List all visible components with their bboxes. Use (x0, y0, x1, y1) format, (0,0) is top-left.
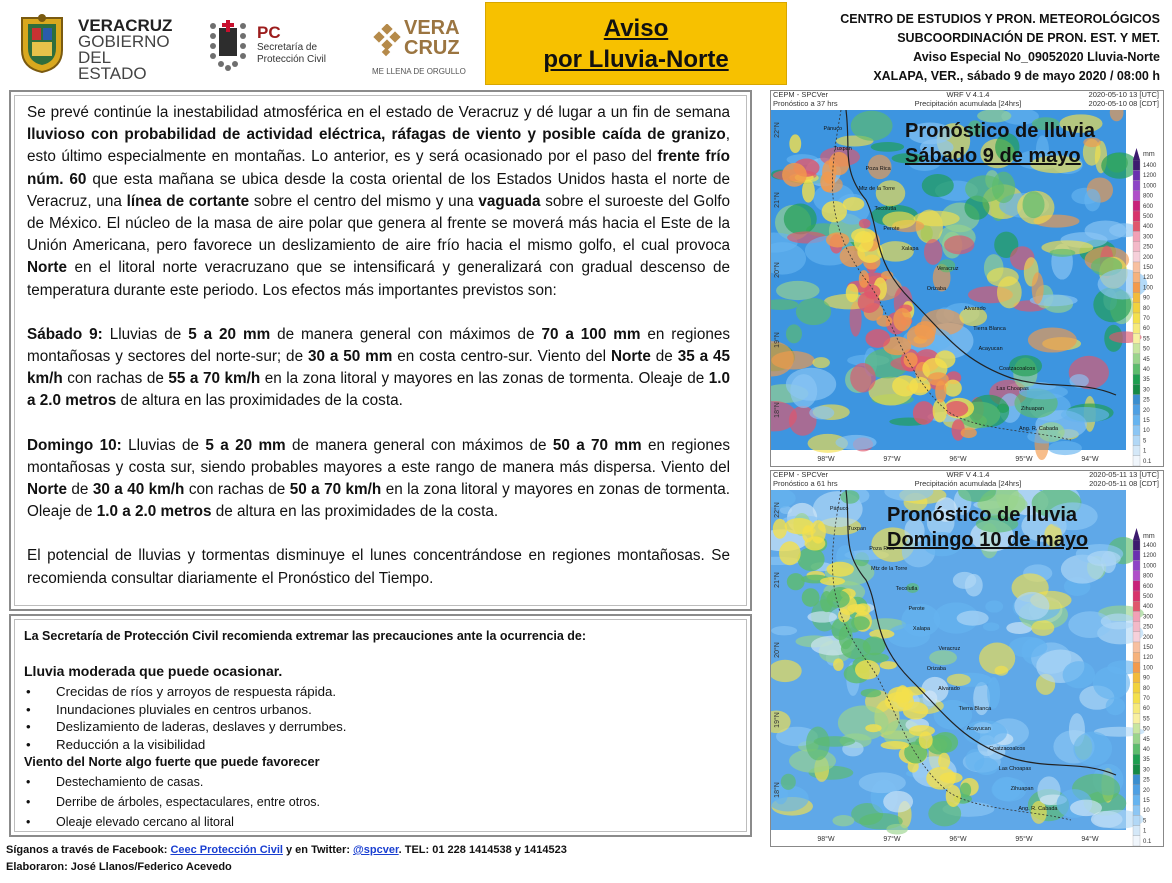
saturday-forecast-paragraph (27, 324, 730, 413)
scale-label: 400 (1143, 604, 1154, 611)
highlighted-text: Norte (27, 259, 67, 277)
longitude-label: 97°W (883, 456, 901, 463)
longitude-label: 96°W (949, 456, 967, 463)
place-label: Alvarado (963, 306, 986, 312)
text-run: de (650, 348, 678, 366)
text-run: de manera general con máximos de (270, 325, 542, 343)
scale-label: 55 (1143, 716, 1150, 723)
scale-swatch (1133, 540, 1140, 550)
scale-label: 1000 (1143, 183, 1157, 190)
scale-label: 250 (1143, 244, 1154, 251)
scale-label: 80 (1143, 685, 1150, 692)
text-run: de manera general con máximos de (285, 436, 553, 454)
place-label: Orizaba (926, 666, 947, 672)
scale-label: 1200 (1143, 553, 1157, 560)
text-run: que esta mañana se ubica desde la costa oriental de los Estados Unidos hasta el norte de Veracruz, una (27, 170, 730, 210)
scale-label: 100 (1143, 665, 1154, 672)
place-label: Poza Rica (869, 546, 895, 552)
scale-swatch (1133, 272, 1140, 282)
map-header (773, 471, 1161, 489)
place-label: Tuxpan (847, 526, 867, 532)
highlighted-text: 55 a 70 km/h (168, 370, 261, 388)
place-label: Veracruz (938, 646, 961, 652)
scale-label: 120 (1143, 655, 1154, 662)
vera-cruz-pattern-icon (372, 24, 402, 58)
scale-swatch (1133, 231, 1140, 241)
text-run: en la zona litoral y mayores en las zonas de tormenta. Oleaje de (260, 370, 709, 388)
scale-label: 300 (1143, 234, 1154, 241)
highlighted-text: Norte (610, 348, 651, 366)
civil-protection-emblem-icon (205, 16, 251, 72)
scale-swatch (1133, 734, 1140, 744)
place-label: Mtz de la Torre (858, 186, 895, 192)
bulletin-number: Aviso Especial No_09052020 Lluvia-Norte (913, 50, 1160, 64)
text-run: sobre el centro del mismo y una (249, 192, 479, 210)
place-label: Perote (883, 226, 900, 232)
pc-logo-line2: Protección Civil (257, 54, 326, 65)
scale-swatch (1133, 775, 1140, 785)
latitude-label: 19°N (774, 332, 781, 348)
scale-swatch (1133, 826, 1140, 836)
scale-label: 400 (1143, 224, 1154, 231)
scale-unit: mm (1143, 151, 1155, 158)
scale-swatch (1133, 293, 1140, 303)
latitude-label: 20°N (774, 262, 781, 278)
scale-label: 800 (1143, 193, 1154, 200)
highlighted-text: vaguada (478, 192, 541, 210)
scale-swatch (1133, 550, 1140, 560)
place-label: Tierra Blanca (973, 326, 1006, 332)
issuing-center-block (800, 10, 1160, 86)
scale-label: 1000 (1143, 563, 1157, 570)
scale-swatch (1133, 581, 1140, 591)
text-run: con rachas de (184, 481, 290, 499)
list-item: • Reducción a la visibilidad (24, 736, 346, 754)
highlighted-text: Sábado 9: (27, 325, 103, 343)
highlighted-text: 5 a 20 mm (188, 325, 271, 343)
latitude-label: 18°N (774, 782, 781, 798)
text-run: Lluvias de (102, 325, 189, 343)
longitude-label: 98°W (817, 836, 835, 843)
scale-swatch (1133, 611, 1140, 621)
place-label: Acayucan (966, 726, 991, 732)
highlighted-text: frente frío núm. 60 (27, 148, 731, 188)
scale-swatch (1133, 395, 1140, 405)
scale-label: 20 (1143, 407, 1150, 414)
scale-swatch (1133, 456, 1140, 466)
alert-title-box (485, 2, 787, 85)
map-title (905, 119, 1095, 169)
scale-unit: mm (1143, 533, 1155, 540)
scale-swatch (1133, 795, 1140, 805)
map-valid-cdt: 2020-05-10 08 [CDT] (1088, 98, 1159, 108)
precipitation-color-scale (1133, 528, 1157, 846)
center-name: CENTRO DE ESTUDIOS Y PRON. METEOROLÓGICOS (840, 12, 1160, 26)
scale-label: 45 (1143, 736, 1150, 743)
scale-label: 0.1 (1143, 458, 1152, 465)
place-label: Tecolutla (895, 586, 918, 592)
longitude-label: 94°W (1081, 456, 1099, 463)
scale-swatch (1133, 652, 1140, 662)
place-label: Tierra Blanca (958, 706, 992, 712)
latitude-label: 21°N (774, 192, 781, 208)
map-title-line2: Domingo 10 de mayo (887, 529, 1089, 551)
text-run: en costa centro-sur. Viento del (392, 348, 611, 366)
scale-swatch (1133, 354, 1140, 364)
place-label: Zihuapan (1021, 406, 1044, 412)
scale-label: 5 (1143, 818, 1147, 825)
longitude-label: 98°W (817, 456, 835, 463)
scale-label: 50 (1143, 346, 1150, 353)
latitude-label: 18°N (774, 402, 781, 418)
scale-swatch (1133, 815, 1140, 825)
map-source: CEPM - SPCVer (773, 90, 829, 99)
highlighted-text: línea de cortante (126, 192, 250, 210)
scale-swatch (1133, 703, 1140, 713)
veracruz-logo-line1: VERACRUZ (78, 16, 173, 35)
place-label: Alvarado (938, 686, 960, 692)
rain-forecast-map-saturday (770, 90, 1164, 467)
alert-title-line1: Aviso (603, 14, 669, 42)
scale-swatch (1133, 571, 1140, 581)
text-run: con rachas de (62, 370, 169, 388)
rain-effects-list (24, 683, 346, 753)
highlighted-text: Domingo 10: (27, 436, 122, 454)
latitude-label: 22°N (774, 122, 781, 138)
scale-label: 1200 (1143, 173, 1157, 180)
scale-label: 35 (1143, 757, 1150, 764)
scale-label: 1400 (1143, 543, 1157, 549)
place-label: Tuxpan (833, 146, 852, 152)
map-source: CEPM - SPCVer (773, 470, 829, 479)
scale-label: 10 (1143, 808, 1150, 815)
scale-label: 90 (1143, 675, 1150, 682)
wind-effects-title: Viento del Norte algo fuerte que puede favorecer (24, 754, 320, 769)
map-title-line2: Sábado 9 de mayo (905, 145, 1081, 167)
contact-line (6, 842, 567, 859)
scale-label: 150 (1143, 645, 1154, 651)
highlighted-text: 50 a 70 mm (552, 436, 642, 454)
place-label: Poza Rica (865, 166, 891, 172)
scale-label: 600 (1143, 583, 1154, 590)
recommendations-panel (9, 614, 752, 837)
map-valid-utc: 2020-05-11 13 [UTC] (1089, 470, 1159, 479)
vera-cruz-brand-logo (368, 8, 468, 83)
place-label: Ang. R. Cabada (1018, 426, 1059, 432)
state-coat-of-arms-icon (18, 12, 66, 74)
scale-swatch (1133, 560, 1140, 570)
scale-label: 500 (1143, 594, 1154, 600)
scale-swatch (1133, 693, 1140, 703)
scale-swatch (1133, 754, 1140, 764)
scale-swatch (1133, 211, 1140, 221)
highlighted-text: 1.0 a 2.0 metros (96, 503, 212, 521)
veracruz-government-logo (18, 8, 178, 83)
text-run: El potencial de lluvias y tormentas disminuye el lunes concentrándose en regiones montañosas. Se recomienda consultar diariamente el Pronóstico del Tiempo. (27, 547, 730, 587)
sunday-forecast-paragraph (27, 435, 730, 524)
scale-swatch (1133, 282, 1140, 292)
map-title (887, 503, 1088, 553)
scale-swatch (1133, 384, 1140, 394)
scale-swatch (1133, 323, 1140, 333)
latitude-label: 22°N (774, 502, 781, 518)
scale-label: 5 (1143, 438, 1147, 445)
scale-swatch (1133, 836, 1140, 846)
scale-swatch (1133, 242, 1140, 252)
scale-swatch (1133, 201, 1140, 211)
scale-swatch (1133, 262, 1140, 272)
map-lead-time: Pronóstico a 37 hrs (773, 98, 838, 108)
phone-numbers: . TEL: 01 228 1414538 y 1414523 (398, 844, 567, 856)
map-lead-time: Pronóstico a 61 hrs (773, 478, 838, 488)
list-item: • Crecidas de ríos y arroyos de respuesta rápida. (24, 683, 346, 701)
scale-label: 45 (1143, 356, 1150, 363)
highlighted-text: 70 a 100 mm (541, 325, 641, 343)
footer (6, 842, 567, 876)
scale-swatch (1133, 191, 1140, 201)
scale-swatch (1133, 764, 1140, 774)
scale-label: 120 (1143, 275, 1154, 282)
scale-swatch (1133, 180, 1140, 190)
scale-label: 55 (1143, 336, 1150, 343)
scale-label: 70 (1143, 316, 1150, 322)
place-label: Mtz de la Torre (870, 566, 908, 572)
highlighted-text: 30 a 50 mm (307, 348, 393, 366)
map-valid-cdt: 2020-05-11 08 [CDT] (1089, 478, 1159, 488)
scale-label: 40 (1143, 367, 1150, 373)
latitude-label: 19°N (774, 712, 781, 728)
text-run: en regiones montañosas y costa sur, siendo probables mayores a este rango de manera más dispersa. Viento del (27, 436, 730, 476)
scale-swatch (1133, 673, 1140, 683)
alert-title-line2: por Lluvia-Norte (543, 45, 729, 73)
list-item: • Inundaciones pluviales en centros urbanos. (24, 701, 346, 719)
place-label: Coatzacoalcos (989, 746, 1026, 752)
scale-swatch (1133, 713, 1140, 723)
place-label: Xalapa (912, 626, 931, 632)
longitude-label: 97°W (883, 836, 901, 843)
scale-label: 60 (1143, 326, 1150, 333)
pc-logo-abbr: PC (257, 23, 281, 42)
outlook-paragraph (27, 545, 730, 589)
subcoordination: SUBCOORDINACIÓN DE PRON. EST. Y MET. (897, 31, 1160, 45)
map-variable: Precipitación acumulada [24hrs] (914, 98, 1022, 108)
scale-swatch (1133, 591, 1140, 601)
scale-label: 10 (1143, 428, 1150, 435)
map-valid-utc: 2020-05-10 13 [UTC] (1088, 90, 1159, 99)
text-run: en el litoral norte veracruzano que se intensificará y generalizará con gradual descenso de temperatura durante este periodo. Los efectos más importantes previstos son: (27, 259, 730, 299)
latitude-label: 20°N (774, 642, 781, 658)
scale-swatch (1133, 374, 1140, 384)
latitude-label: 21°N (774, 572, 781, 588)
highlighted-text: 5 a 20 mm (205, 436, 286, 454)
place-label: Perote (908, 606, 925, 612)
scale-swatch (1133, 662, 1140, 672)
text-run: de altura en las proximidades de la costa. (211, 503, 499, 521)
list-item: • Destechamiento de casas. (24, 772, 320, 792)
highlighted-text: 35 a 45 km/h (27, 348, 730, 388)
scale-label: 1 (1143, 448, 1147, 455)
scale-swatch (1133, 435, 1140, 445)
scale-swatch (1133, 622, 1140, 632)
scale-swatch (1133, 415, 1140, 425)
scale-swatch (1133, 303, 1140, 313)
scale-swatch (1133, 642, 1140, 652)
highlighted-text: lluvioso con probabilidad de actividad eléctrica, ráfagas de viento y posible caída de granizo (27, 126, 726, 144)
scale-arrow-icon (1133, 148, 1140, 160)
map-header (773, 91, 1161, 109)
place-label: Veracruz (936, 266, 959, 272)
scale-label: 200 (1143, 634, 1154, 641)
highlighted-text: 50 a 70 km/h (289, 481, 382, 499)
scale-swatch (1133, 632, 1140, 642)
scale-label: 0.1 (1143, 838, 1152, 845)
scale-label: 50 (1143, 726, 1150, 733)
scale-arrow-icon (1133, 528, 1140, 540)
rain-effects-title: Lluvia moderada que puede ocasionar. (24, 663, 283, 679)
scale-label: 30 (1143, 767, 1150, 774)
longitude-label: 95°W (1015, 456, 1033, 463)
scale-label: 1 (1143, 828, 1147, 835)
scale-label: 200 (1143, 254, 1154, 261)
twitter-link[interactable]: @spcver (353, 844, 399, 856)
map-model: WRF V 4.1.4 (946, 470, 990, 479)
vera-cruz-line1: VERA (404, 17, 460, 39)
scale-label: 90 (1143, 295, 1150, 302)
longitude-label: 96°W (949, 836, 967, 843)
scale-label: 15 (1143, 418, 1150, 424)
highlighted-text: Norte (27, 481, 67, 499)
scale-label: 1400 (1143, 163, 1157, 169)
place-label: Ang. R. Cabada (1018, 806, 1058, 812)
scale-swatch (1133, 744, 1140, 754)
scale-swatch (1133, 313, 1140, 323)
scale-swatch (1133, 446, 1140, 456)
scale-swatch (1133, 805, 1140, 815)
text-run: de (66, 481, 93, 499)
place-label: Pánuco (829, 506, 849, 512)
scale-label: 600 (1143, 203, 1154, 210)
contact-prefix: Síganos a través de Facebook: (6, 844, 171, 856)
issue-date-time: XALAPA, VER., sábado 9 de mayo 2020 / 08:00 h (873, 69, 1160, 83)
place-label: Las Choapas (996, 386, 1029, 392)
rain-forecast-map-sunday (770, 470, 1164, 847)
place-label: Tecolutla (874, 206, 897, 212)
scale-swatch (1133, 170, 1140, 180)
map-title-line1: Pronóstico de lluvia (887, 504, 1078, 526)
scale-label: 100 (1143, 285, 1154, 292)
scale-swatch (1133, 252, 1140, 262)
scale-label: 60 (1143, 706, 1150, 713)
text-run: , esto último especialmente en montañas. Lo anterior, es y será ocasionado por el paso del (27, 126, 730, 166)
place-label: Xalapa (901, 246, 919, 252)
contact-mid: y en Twitter: (282, 844, 354, 856)
scale-swatch (1133, 785, 1140, 795)
scale-label: 250 (1143, 624, 1154, 631)
veracruz-logo-line2: GOBIERNO (78, 32, 170, 51)
scale-label: 70 (1143, 696, 1150, 702)
longitude-label: 95°W (1015, 836, 1033, 843)
place-label: Coatzacoalcos (999, 366, 1036, 372)
civil-protection-logo (205, 8, 335, 83)
highlighted-text: 30 a 40 km/h (92, 481, 185, 499)
scale-swatch (1133, 344, 1140, 354)
scale-label: 25 (1143, 397, 1150, 404)
vera-cruz-tagline: ME LLENA DE ORGULLO (372, 67, 466, 76)
scale-swatch (1133, 160, 1140, 170)
list-item: • Deslizamiento de laderas, deslaves y derrumbes. (24, 718, 346, 736)
scale-swatch (1133, 601, 1140, 611)
text-run: sobre el suroeste del Golfo de México. El núcleo de la masa de aire polar que genera al frente se moverá más hacia el Este de la Unión Americana, pero favorece un deslizamiento de aire frío hacia el mismo golfo, el cual provoca (27, 192, 730, 255)
list-item: • Derribe de árboles, espectaculares, entre otros. (24, 792, 320, 812)
text-run: en la zona litoral y mayores en zonas de tormenta. Oleaje de (27, 481, 731, 521)
precipitation-color-scale (1133, 148, 1157, 466)
place-label: Orizaba (926, 286, 947, 292)
place-label: Las Choapas (998, 766, 1032, 772)
pc-logo-line1: Secretaría de (257, 42, 318, 53)
scale-swatch (1133, 333, 1140, 343)
vera-cruz-line2: CRUZ (404, 37, 460, 59)
place-label: Acayucan (978, 346, 1003, 352)
scale-label: 40 (1143, 747, 1150, 753)
scale-label: 150 (1143, 265, 1154, 271)
scale-swatch (1133, 364, 1140, 374)
text-run: Lluvias de (121, 436, 206, 454)
scale-label: 25 (1143, 777, 1150, 784)
scale-swatch (1133, 405, 1140, 415)
scale-label: 30 (1143, 387, 1150, 394)
facebook-link[interactable]: Ceec Protección Civil (170, 844, 283, 856)
highlighted-text: 1.0 a 2.0 metros (27, 370, 730, 410)
scale-swatch (1133, 683, 1140, 693)
map-variable: Precipitación acumulada [24hrs] (914, 478, 1022, 488)
longitude-label: 94°W (1081, 836, 1099, 843)
text-run: Se prevé continúe la inestabilidad atmosférica en el estado de Veracruz y dé lugar a un fin de semana (27, 104, 730, 121)
place-label: Zihuapan (1010, 786, 1034, 792)
list-item: • Oleaje elevado cercano al litoral (24, 812, 320, 832)
wind-effects-list (24, 772, 320, 832)
scale-label: 300 (1143, 614, 1154, 621)
scale-label: 80 (1143, 305, 1150, 312)
map-model: WRF V 4.1.4 (946, 90, 990, 99)
scale-swatch (1133, 724, 1140, 734)
place-label: Pánuco (823, 126, 843, 132)
scale-label: 20 (1143, 787, 1150, 794)
veracruz-logo-line3: DEL ESTADO (78, 48, 147, 83)
scale-label: 500 (1143, 214, 1154, 220)
text-run: en regiones montañosas y sectores del norte-sur; de (27, 325, 730, 366)
forecast-text-panel (9, 90, 752, 611)
scale-swatch (1133, 425, 1140, 435)
synopsis-paragraph (27, 102, 730, 302)
scale-label: 800 (1143, 573, 1154, 580)
text-run: de altura en las proximidades de la costa. (116, 392, 403, 410)
recommendations-heading: La Secretaría de Protección Civil recomienda extremar las precauciones ante la ocurrencia de: (24, 629, 587, 643)
scale-label: 35 (1143, 377, 1150, 384)
scale-swatch (1133, 221, 1140, 231)
scale-label: 15 (1143, 798, 1150, 804)
authors-line: Elaboraron: José Llanos/Federico Acevedo (6, 861, 232, 873)
map-title-line1: Pronóstico de lluvia (905, 120, 1096, 142)
